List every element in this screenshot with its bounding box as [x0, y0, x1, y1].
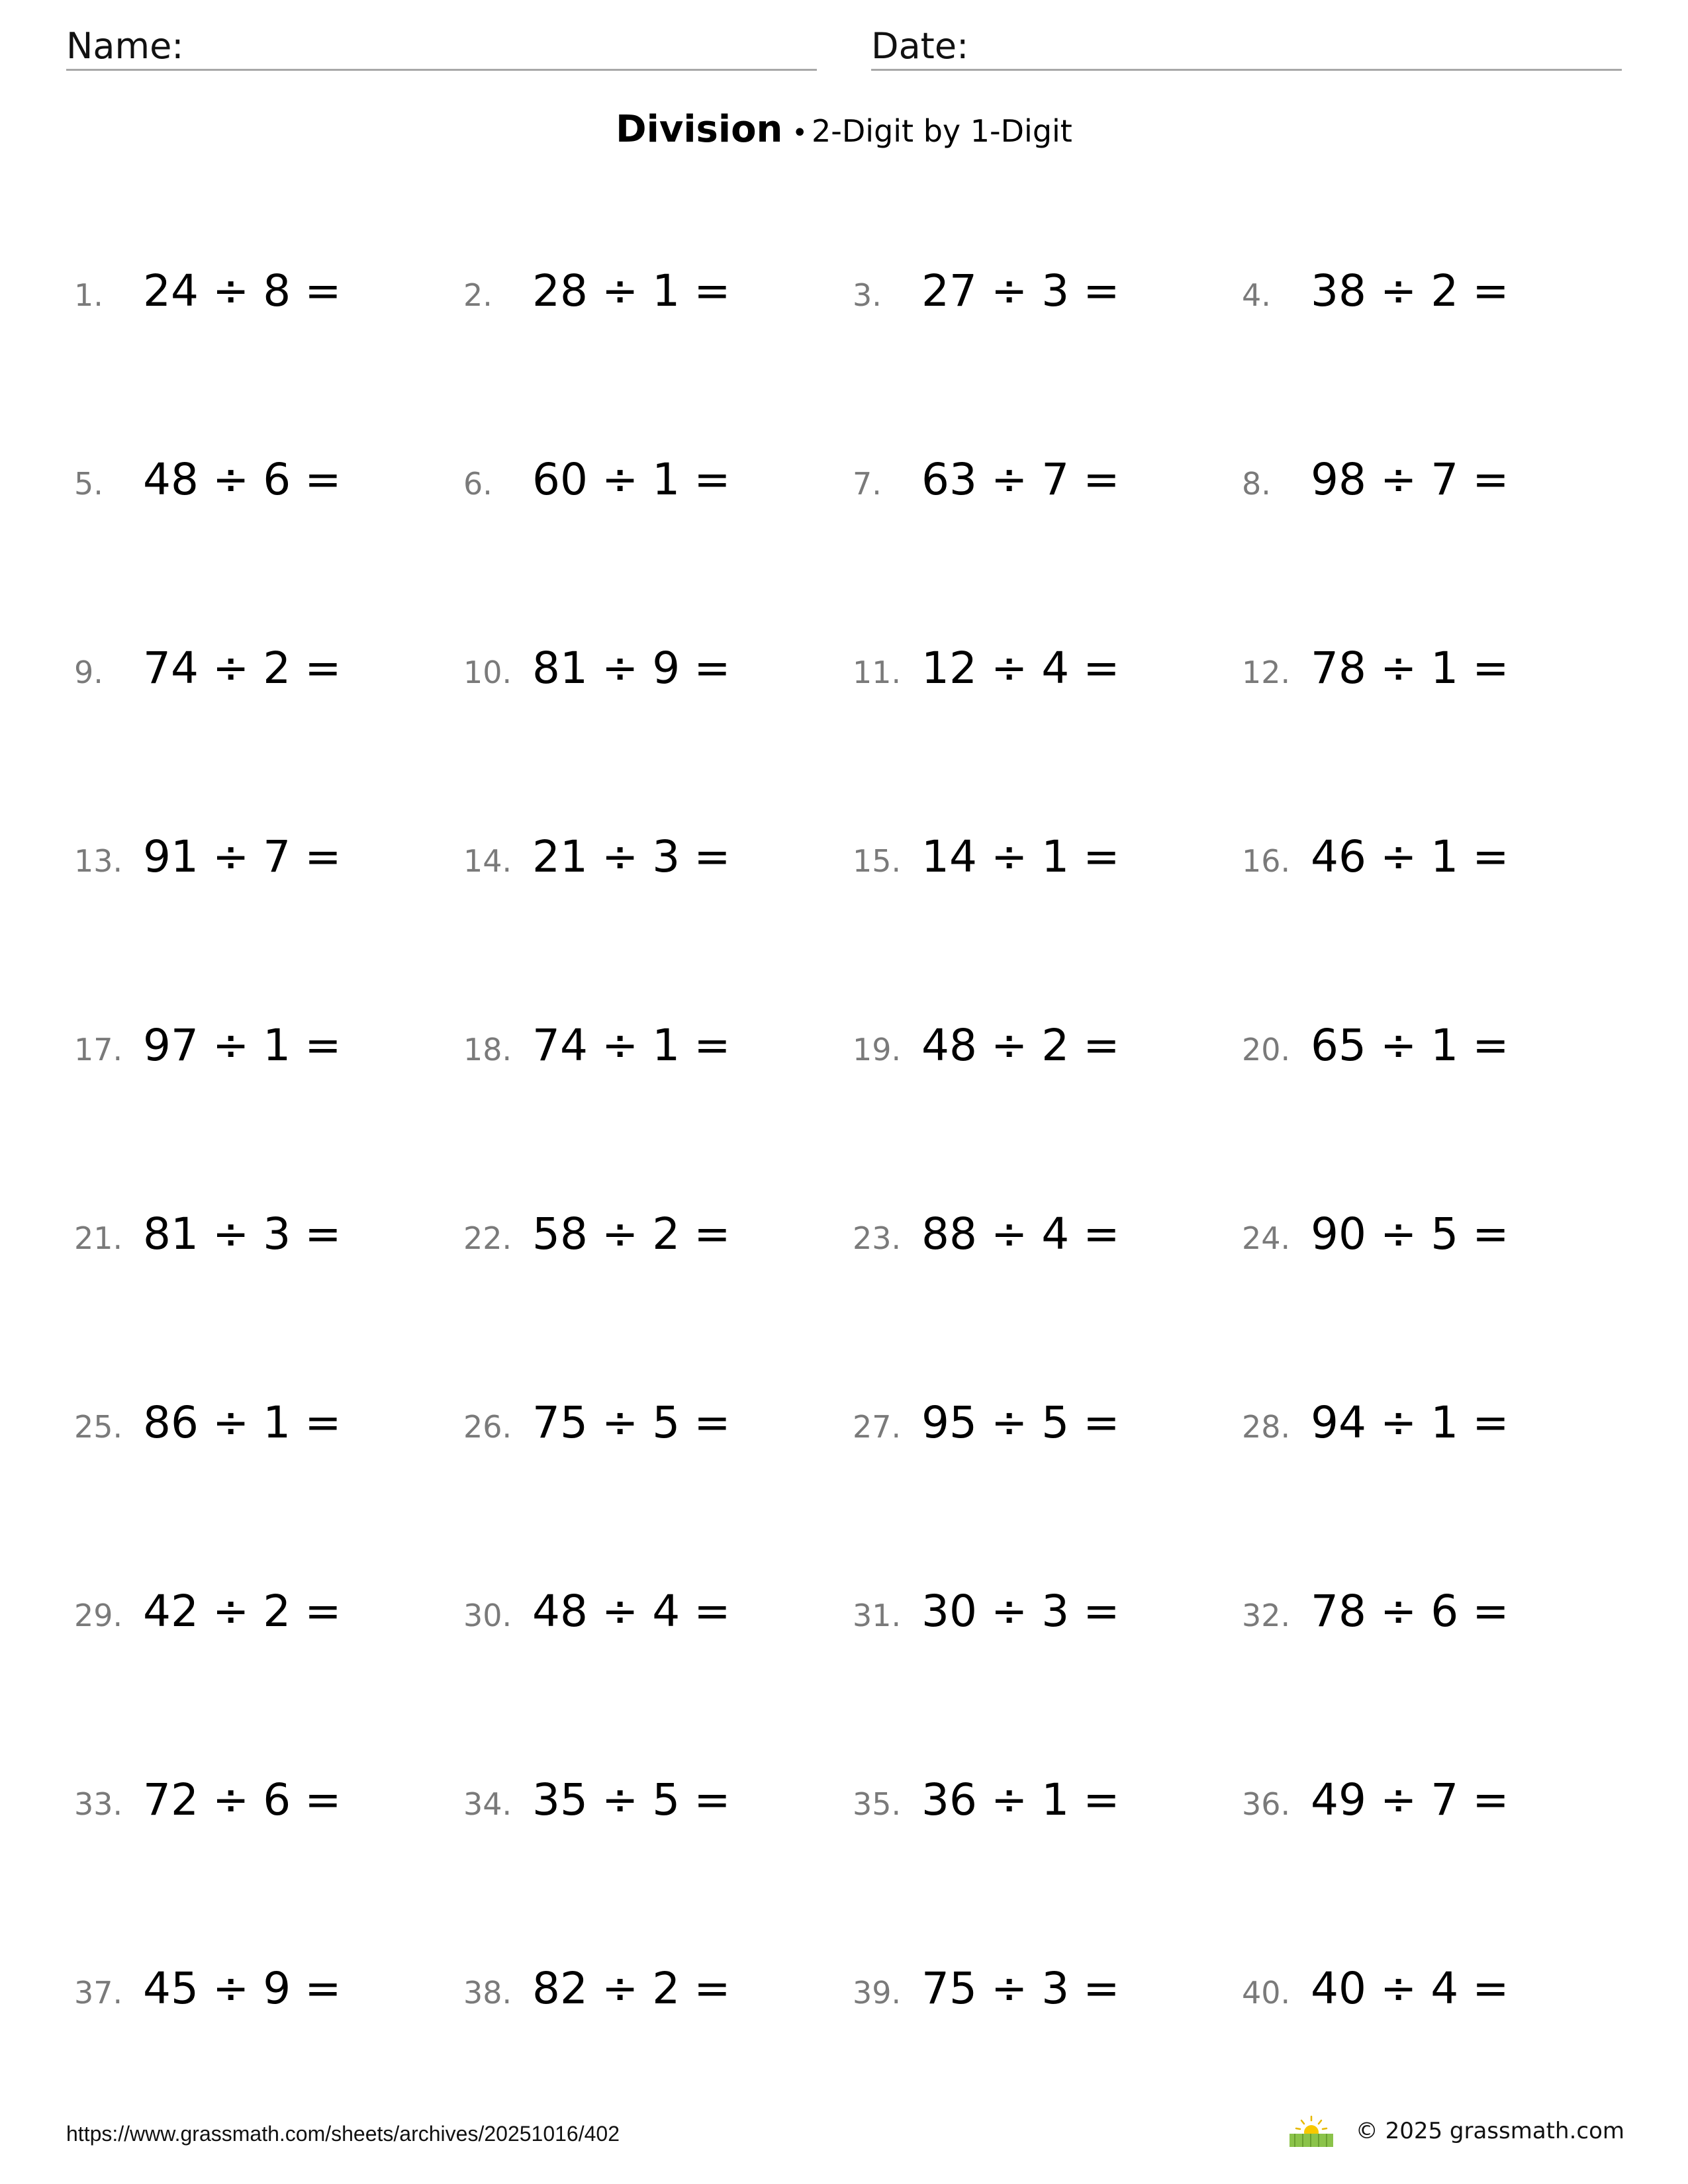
problem-item [853, 1760, 1242, 1840]
problem-item [1242, 1195, 1631, 1274]
problem-item [1242, 251, 1631, 331]
problem-number: 34. [463, 1786, 512, 1822]
problem-expression: 21 ÷ 3 = [532, 831, 731, 882]
problem-expression: 48 ÷ 6 = [143, 454, 342, 505]
footer-branding [1288, 2111, 1624, 2151]
problem-item [1242, 1006, 1631, 1085]
problem-item [74, 1195, 463, 1274]
problem-expression: 24 ÷ 8 = [143, 265, 342, 316]
problem-item [853, 629, 1242, 708]
problem-item [74, 817, 463, 897]
problem-expression: 91 ÷ 7 = [143, 831, 342, 882]
problem-item [74, 251, 463, 331]
problem-item [463, 440, 853, 520]
problem-number: 6. [463, 466, 492, 502]
problem-number: 5. [74, 466, 103, 502]
title-subtitle: 2-Digit by 1-Digit [812, 113, 1072, 149]
problem-item [463, 1383, 853, 1463]
problem-expression: 40 ÷ 4 = [1311, 1963, 1509, 2014]
problem-item [74, 1760, 463, 1840]
problem-number: 37. [74, 1975, 123, 2011]
problem-number: 1. [74, 277, 103, 313]
problem-number: 29. [74, 1598, 123, 1633]
problem-number: 40. [1242, 1975, 1291, 2011]
problem-number: 4. [1242, 277, 1271, 313]
problem-item [1242, 629, 1631, 708]
copyright: © 2025 grassmath.com [1355, 2118, 1624, 2144]
problem-expression: 74 ÷ 2 = [143, 643, 342, 694]
problem-expression: 14 ÷ 1 = [921, 831, 1120, 882]
problem-expression: 46 ÷ 1 = [1311, 831, 1509, 882]
problem-item [1242, 1383, 1631, 1463]
problem-expression: 90 ÷ 5 = [1311, 1208, 1509, 1259]
problem-expression: 49 ÷ 7 = [1311, 1774, 1509, 1825]
problem-expression: 97 ÷ 1 = [143, 1020, 342, 1071]
problem-expression: 60 ÷ 1 = [532, 454, 731, 505]
problem-item [853, 251, 1242, 331]
problem-number: 27. [853, 1409, 902, 1445]
problem-expression: 86 ÷ 1 = [143, 1397, 342, 1448]
problem-number: 16. [1242, 843, 1291, 879]
problem-expression: 30 ÷ 3 = [921, 1586, 1120, 1637]
problem-item [463, 1572, 853, 1651]
problem-expression: 35 ÷ 5 = [532, 1774, 731, 1825]
problem-item [853, 1006, 1242, 1085]
problem-expression: 88 ÷ 4 = [921, 1208, 1120, 1259]
problem-expression: 48 ÷ 4 = [532, 1586, 731, 1637]
problem-item [74, 440, 463, 520]
problem-item [1242, 1949, 1631, 2028]
problem-number: 15. [853, 843, 902, 879]
title-main: Division [616, 108, 783, 151]
problem-item [463, 1949, 853, 2028]
problem-number: 30. [463, 1598, 512, 1633]
problem-item [853, 1195, 1242, 1274]
problem-number: 23. [853, 1220, 902, 1256]
problem-expression: 45 ÷ 9 = [143, 1963, 342, 2014]
problem-expression: 75 ÷ 3 = [921, 1963, 1120, 2014]
problem-item [463, 1195, 853, 1274]
problem-item [74, 1949, 463, 2028]
footer-url: https://www.grassmath.com/sheets/archives/20251016/402 [66, 2122, 620, 2146]
problem-number: 9. [74, 655, 103, 690]
problem-expression: 38 ÷ 2 = [1311, 265, 1509, 316]
date-label: Date: [871, 25, 969, 67]
problem-number: 20. [1242, 1032, 1291, 1068]
problem-number: 39. [853, 1975, 902, 2011]
problem-number: 17. [74, 1032, 123, 1068]
problem-expression: 81 ÷ 9 = [532, 643, 731, 694]
date-field[interactable] [871, 24, 1622, 71]
problem-number: 22. [463, 1220, 512, 1256]
problem-expression: 63 ÷ 7 = [921, 454, 1120, 505]
problem-number: 13. [74, 843, 123, 879]
problem-item [463, 1760, 853, 1840]
problem-number: 25. [74, 1409, 123, 1445]
problem-item [1242, 1572, 1631, 1651]
problem-number: 36. [1242, 1786, 1291, 1822]
worksheet-title [0, 106, 1688, 157]
problem-number: 11. [853, 655, 902, 690]
problem-expression: 74 ÷ 1 = [532, 1020, 731, 1071]
problem-grid [74, 251, 1636, 2138]
problem-item [853, 1383, 1242, 1463]
problem-expression: 72 ÷ 6 = [143, 1774, 342, 1825]
problem-item [74, 1383, 463, 1463]
problem-expression: 58 ÷ 2 = [532, 1208, 731, 1259]
name-field[interactable] [66, 24, 817, 71]
problem-expression: 27 ÷ 3 = [921, 265, 1120, 316]
problem-item [74, 629, 463, 708]
problem-expression: 82 ÷ 2 = [532, 1963, 731, 2014]
problem-item [853, 817, 1242, 897]
title-separator: • [792, 118, 808, 148]
problem-item [1242, 440, 1631, 520]
problem-number: 31. [853, 1598, 902, 1633]
problem-item [853, 1572, 1242, 1651]
problem-item [74, 1572, 463, 1651]
sun-over-grass-icon [1288, 2114, 1335, 2148]
problem-number: 12. [1242, 655, 1291, 690]
problem-item [74, 1006, 463, 1085]
problem-item [1242, 817, 1631, 897]
problem-number: 7. [853, 466, 882, 502]
problem-item [463, 1006, 853, 1085]
problem-number: 38. [463, 1975, 512, 2011]
problem-number: 19. [853, 1032, 902, 1068]
problem-number: 14. [463, 843, 512, 879]
problem-number: 28. [1242, 1409, 1291, 1445]
problem-item [463, 817, 853, 897]
problem-expression: 75 ÷ 5 = [532, 1397, 731, 1448]
problem-number: 21. [74, 1220, 123, 1256]
problem-expression: 12 ÷ 4 = [921, 643, 1120, 694]
problem-expression: 42 ÷ 2 = [143, 1586, 342, 1637]
problem-expression: 28 ÷ 1 = [532, 265, 731, 316]
problem-number: 18. [463, 1032, 512, 1068]
problem-expression: 94 ÷ 1 = [1311, 1397, 1509, 1448]
problem-expression: 98 ÷ 7 = [1311, 454, 1509, 505]
problem-item [463, 251, 853, 331]
problem-number: 35. [853, 1786, 902, 1822]
problem-number: 3. [853, 277, 882, 313]
name-label: Name: [66, 25, 184, 67]
problem-expression: 48 ÷ 2 = [921, 1020, 1120, 1071]
problem-number: 8. [1242, 466, 1271, 502]
problem-expression: 81 ÷ 3 = [143, 1208, 342, 1259]
problem-number: 33. [74, 1786, 123, 1822]
problem-expression: 95 ÷ 5 = [921, 1397, 1120, 1448]
problem-number: 32. [1242, 1598, 1291, 1633]
problem-expression: 78 ÷ 6 = [1311, 1586, 1509, 1637]
problem-item [853, 1949, 1242, 2028]
problem-item [463, 629, 853, 708]
problem-expression: 65 ÷ 1 = [1311, 1020, 1509, 1071]
problem-number: 10. [463, 655, 512, 690]
problem-expression: 78 ÷ 1 = [1311, 643, 1509, 694]
problem-number: 2. [463, 277, 492, 313]
problem-item [853, 440, 1242, 520]
problem-number: 26. [463, 1409, 512, 1445]
problem-number: 24. [1242, 1220, 1291, 1256]
problem-expression: 36 ÷ 1 = [921, 1774, 1120, 1825]
problem-item [1242, 1760, 1631, 1840]
